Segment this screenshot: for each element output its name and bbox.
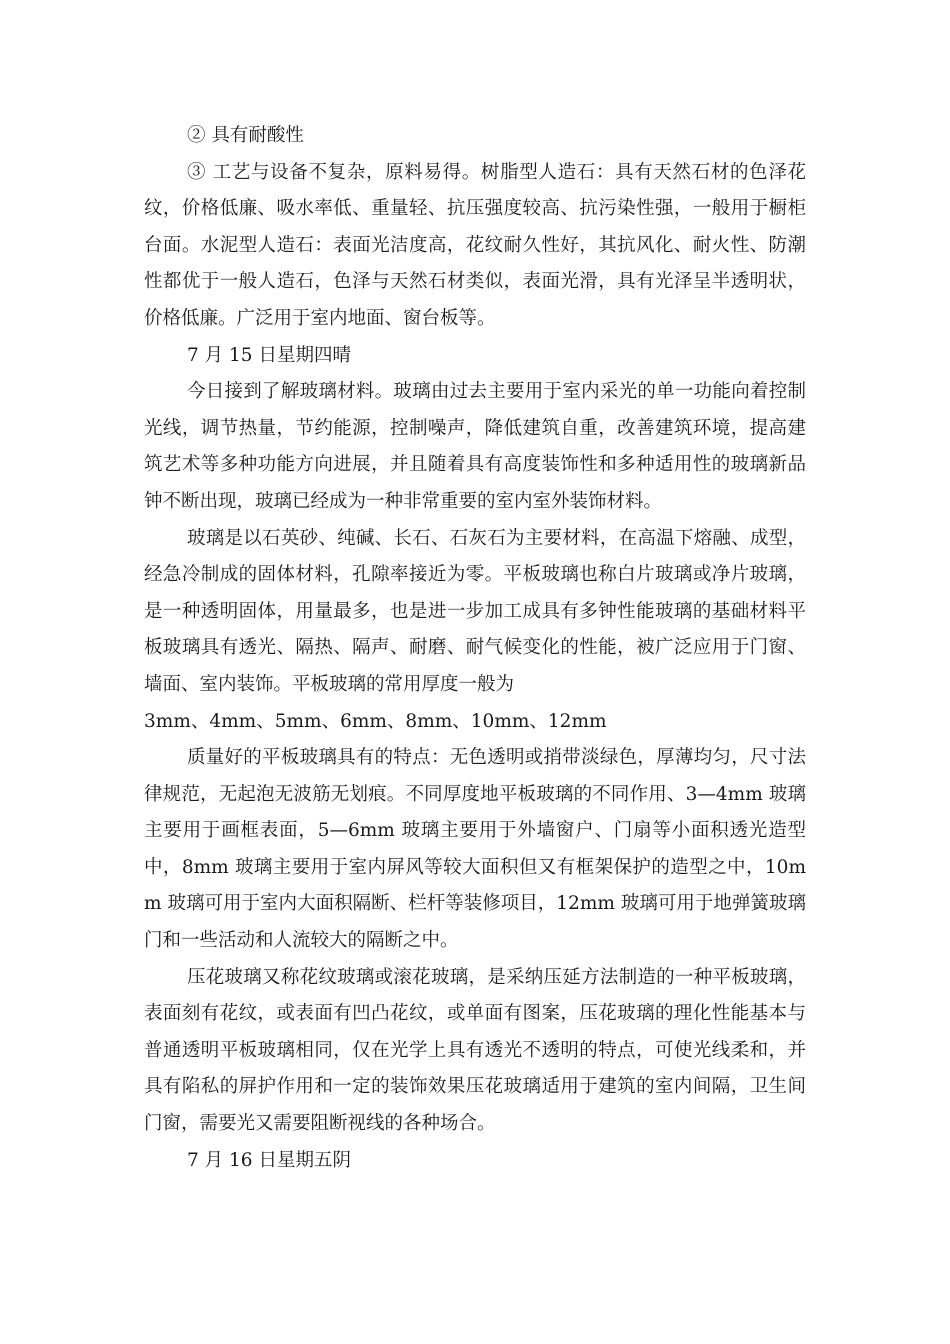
paragraph-thickness-list: 3mm、4mm、5mm、6mm、8mm、10mm、12mm [144, 710, 607, 732]
paragraph-glass-quality: 质量好的平板玻璃具有的特点：无色透明或捎带淡绿色，厚薄均匀，尺寸法律规范，无起泡无波筋无划痕。不同厚度地平板玻璃的不同作用、3—4mm 玻璃主要用于画框表面，5—6mm 玻璃主要用于外墙窗户、门扇等小面积透光造型中，8mm 玻璃主要用于室内屏风等较大面积但又有框架保护的造型之中，10mm 玻璃可用于室内大面积隔断、栏杆等装修项目，12mm 玻璃可用于地弹簧玻璃门和一些活动和人流较大的隔断之中。 [144, 747, 806, 952]
paragraph-artificial-stone: ③ 工艺与设备不复杂，原料易得。树脂型人造石：具有天然石材的色泽花纹，价格低廉、吸水率低、重量轻、抗压强度较高、抗污染性强，一般用于橱柜台面。水泥型人造石：表面光洁度高，花纹耐久性好，其抗风化、耐火性、防潮性都优于一般人造石，色泽与天然石材类似，表面光滑，具有光泽呈半透明状，价格低廉。广泛用于室内地面、窗台板等。 [144, 161, 806, 329]
diary-date-july-15: 7 月 15 日星期四晴 [187, 344, 351, 366]
diary-date-july-16: 7 月 16 日星期五阴 [187, 1149, 351, 1171]
paragraph-flat-glass: 玻璃是以石英砂、纯碱、长石、石灰石为主要材料，在高温下熔融、成型，经急冷制成的固体材料，孔隙率接近为零。平板玻璃也称白片玻璃或净片玻璃，是一种透明固体，用量最多，也是进一步加工成具有多钟性能玻璃的基础材料平板玻璃具有透光、隔热、隔声、耐磨、耐气候变化的性能，被广泛应用于门窗、墙面、室内装饰。平板玻璃的常用厚度一般为 [144, 527, 806, 695]
paragraph-pattern-glass: 压花玻璃又称花纹玻璃或滚花玻璃，是采纳压延方法制造的一种平板玻璃，表面刻有花纹，或表面有凹凸花纹，或单面有图案，压花玻璃的理化性能基本与普通透明平板玻璃相同，仅在光学上具有透光不透明的特点，可使光线柔和，并具有陷私的屏护作用和一定的装饰效果压花玻璃适用于建筑的室内间隔，卫生间门窗，需要光又需要阻断视线的各种场合。 [144, 966, 806, 1135]
paragraph-acid-resistance: ② 具有耐酸性 [187, 125, 304, 146]
document-page [144, 118, 806, 1179]
paragraph-glass-intro: 今日接到了解玻璃材料。玻璃由过去主要用于室内采光的单一功能向着控制光线，调节热量，节约能源，控制噪声，降低建筑自重，改善建筑环境，提高建筑艺术等多种功能方向进展，并且随着具有高度装饰性和多种适用性的玻璃新品钟不断出现，玻璃已经成为一种非常重要的室内室外装饰材料。 [144, 381, 806, 512]
